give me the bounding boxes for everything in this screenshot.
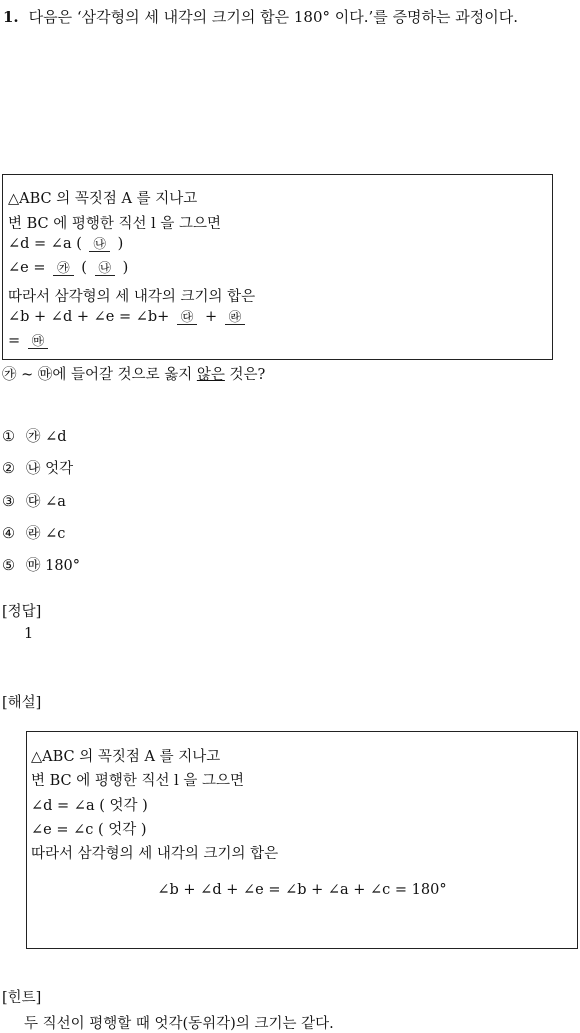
proof-line-3-text: ∠d = ∠a ( <box>8 236 82 252</box>
option-4-text: ㉱ ∠c <box>26 526 66 542</box>
option-3[interactable] <box>2 490 66 511</box>
proof-line-6-text: ∠b + ∠d + ∠e = ∠b+ <box>8 309 170 325</box>
answer-value: 1 <box>24 626 34 642</box>
prompt-text: ㉮ ~ ㉲에 들어갈 것으로 옳지 <box>2 367 193 383</box>
explanation-line-2: 변 BC 에 평행한 직선 l 을 그으면 <box>31 773 244 789</box>
blank-ma: ㉲ <box>28 333 49 349</box>
proof-line-3-close: ) <box>117 236 124 252</box>
hint-label: [힌트] <box>2 990 42 1006</box>
proof-line-4 <box>8 260 128 276</box>
blank-na: ㉯ <box>89 236 110 252</box>
equals-sign: = <box>8 333 21 349</box>
proof-line-6 <box>8 309 248 325</box>
proof-box <box>2 174 553 360</box>
proof-line-5: 따라서 삼각형의 세 내각의 크기의 합은 <box>8 289 256 305</box>
proof-line-4-open: ( <box>81 260 87 276</box>
proof-line-4-text: ∠e = <box>8 260 46 276</box>
option-1-text: ㉮ ∠d <box>26 429 67 445</box>
question-number: 1. <box>3 8 19 26</box>
proof-line-4-close: ) <box>122 260 129 276</box>
proof-line-2: 변 BC 에 평행한 직선 l 을 그으면 <box>8 216 221 232</box>
option-4-number: ④ <box>2 526 15 542</box>
proof-line-7 <box>8 333 51 349</box>
hint-text: 두 직선이 평행할 때 엇각(동위각)의 크기는 같다. <box>24 1016 334 1032</box>
explanation-box <box>26 731 578 949</box>
option-1-number: ① <box>2 429 15 445</box>
option-4[interactable] <box>2 522 65 543</box>
blank-da: ㉰ <box>177 309 198 325</box>
answer-label: [정답] <box>2 604 42 620</box>
prompt-emphasis: 않은 <box>196 367 225 383</box>
question-text: 다음은 ‘삼각형의 세 내각의 크기의 합은 180° 이다.’를 증명하는 과정이다. <box>28 8 519 26</box>
question-prompt <box>2 363 265 384</box>
blank-ra: ㉱ <box>225 309 246 325</box>
explanation-line-5: 따라서 삼각형의 세 내각의 크기의 합은 <box>31 846 279 862</box>
explanation-equation: ∠b + ∠d + ∠e = ∠b + ∠a + ∠c = 180° <box>157 882 447 898</box>
option-1[interactable] <box>2 425 67 446</box>
option-2-number: ② <box>2 461 15 477</box>
option-5-number: ⑤ <box>2 558 15 574</box>
option-5[interactable] <box>2 554 80 575</box>
option-5-text: ㉲ 180° <box>26 558 81 574</box>
option-3-number: ③ <box>2 494 15 510</box>
option-3-text: ㉰ ∠a <box>26 494 66 510</box>
blank-ga: ㉮ <box>53 260 74 276</box>
explanation-line-1: △ABC 의 꼭짓점 A 를 지나고 <box>31 749 221 765</box>
option-2-text: ㉯ 엇각 <box>26 461 74 477</box>
question-header <box>3 6 518 27</box>
proof-line-1: △ABC 의 꼭짓점 A 를 지나고 <box>8 191 198 207</box>
blank-na-2: ㉯ <box>95 260 116 276</box>
explanation-label: [해설] <box>2 695 42 711</box>
prompt-end: 것은? <box>229 367 266 383</box>
plus-sign: + <box>205 309 218 325</box>
proof-line-3 <box>8 236 123 252</box>
explanation-line-4: ∠e = ∠c ( 엇각 ) <box>31 822 147 838</box>
option-2[interactable] <box>2 457 73 478</box>
explanation-line-3: ∠d = ∠a ( 엇각 ) <box>31 798 148 814</box>
